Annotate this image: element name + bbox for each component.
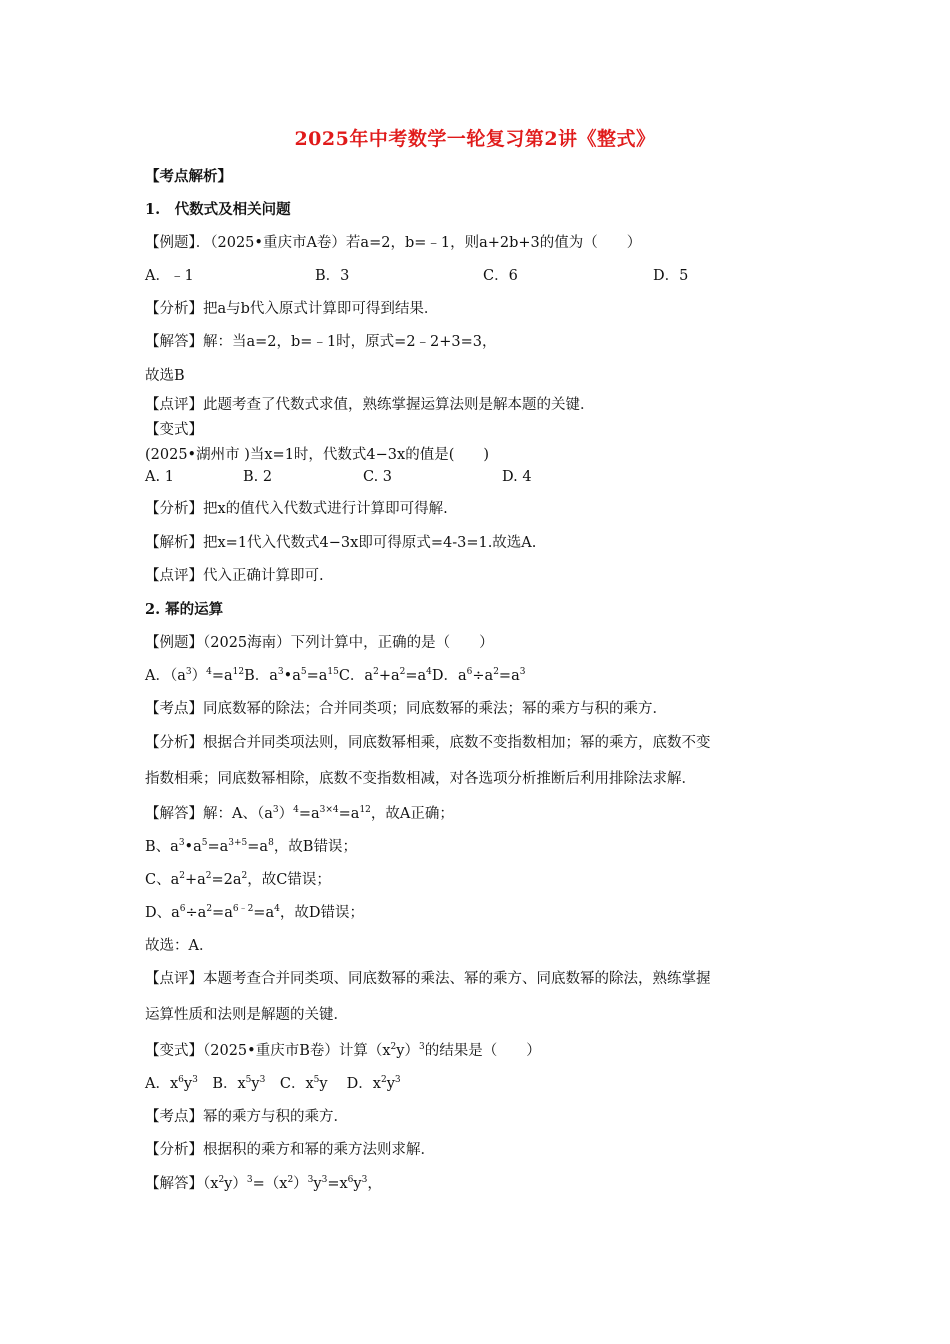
part2-analysis-line1: 【分析】根据合并同类项法则，同底数幂相乘，底数不变指数相加；幂的乘方，底数不变: [145, 735, 711, 751]
part2-variant-question: 【变式】（2025•重庆市B卷）计算$(x^2y)^3$的结果是（ ）: [145, 1042, 541, 1059]
part1-variant-solution: 【解析】把x=1代入代数式4−3x即可得原式=4-3=1.故选A.: [145, 535, 537, 551]
part2-example-question: 【例题】（2025海南）下列计算中，正确的是（ ）: [145, 635, 494, 651]
part2-variant-analysis: 【分析】根据积的乘方和幂的乘方法则求解．: [145, 1142, 435, 1158]
part2-answer-d: D、$a^6\div a^2=a^{6﹣2}=a^4$，故D错误；: [145, 904, 364, 921]
part2-comment-line1: 【点评】本题考查合并同类项、同底数幂的乘法、幂的乘方、同底数幂的除法，熟练掌握: [145, 971, 711, 987]
option-b: B．3: [315, 268, 350, 284]
part2-analysis-line2: 指数相乘；同底数幂相除，底数不变指数相减，对各选项分析推断后利用排除法求解．: [145, 771, 696, 787]
part2-answer-a: 【解答】解：A、$(a^3)^4=a^{3\times 4}=a^{12}$，故A正确；: [145, 805, 454, 822]
option-a: A．﹣1: [145, 268, 194, 284]
part2-answer-b: B、$a^3•a^5=a^{3+5}=a^8$，故B错误；: [145, 838, 357, 855]
part2-heading: 2. 幂的运算: [145, 601, 224, 618]
part1-comment: 【点评】此题考查了代数式求值，熟练掌握运算法则是解本题的关键．: [145, 397, 595, 413]
part1-example-question: 【例题】．（2025•重庆市A卷）若a=2，b=﹣1，则a+2b+3的值为（ ）: [145, 235, 642, 251]
variant-option-d: D. 4: [502, 469, 532, 485]
part2-options: A．$(a^3)^4=a^{12}B$．$a^3•a^5=a^{15}C$．$a^2+a^2=a^4D$．$a^6\div a^2=a^3$: [145, 667, 526, 684]
part1-variant-label: 【变式】: [145, 422, 203, 438]
part1-answer: 【解答】解：当a=2，b=﹣1时，原式=2﹣2+3=3，: [145, 334, 497, 350]
section-header: 【考点解析】: [145, 168, 232, 185]
part2-variant-kaodian: 【考点】幂的乘方与积的乘方．: [145, 1109, 348, 1125]
part2-variant-options: A．$x^6y^3$ B．$x^5y^3$ C．$x^5y$ D．$x^2y^3$: [145, 1075, 401, 1092]
part1-analysis: 【分析】把a与b代入原式计算即可得到结果．: [145, 301, 439, 317]
variant-option-b: B. 2: [243, 469, 273, 485]
variant-option-c: C. 3: [363, 469, 393, 485]
part1-variant-comment: 【点评】代入正确计算即可.: [145, 568, 324, 584]
part2-answer-c: C、$a^2+a^2=2a^2$，故C错误；: [145, 871, 331, 888]
part2-kaodian: 【考点】同底数幂的除法；合并同类项；同底数幂的乘法；幂的乘方与积的乘方．: [145, 701, 667, 717]
part1-variant-analysis: 【分析】把x的值代入代数式进行计算即可得解.: [145, 501, 448, 517]
option-d: D．5: [653, 268, 689, 284]
variant-option-a: A. 1: [145, 469, 174, 485]
part1-variant-question: (2025•湖州市 )当x=1时，代数式4−3x的值是( ): [145, 447, 490, 463]
page-title: 2025年中考数学一轮复习第2讲《整式》: [294, 128, 656, 150]
part1-choice: 故选B: [145, 368, 185, 384]
part2-choice: 故选：A．: [145, 938, 214, 954]
option-c: C．6: [483, 268, 518, 284]
part2-comment-line2: 运算性质和法则是解题的关键．: [145, 1007, 348, 1023]
part1-heading: 1. 代数式及相关问题: [145, 201, 291, 218]
part2-variant-answer: 【解答】$(x^2y)^3=(x^2)^3y^3=x^6y^3$，: [145, 1175, 382, 1192]
